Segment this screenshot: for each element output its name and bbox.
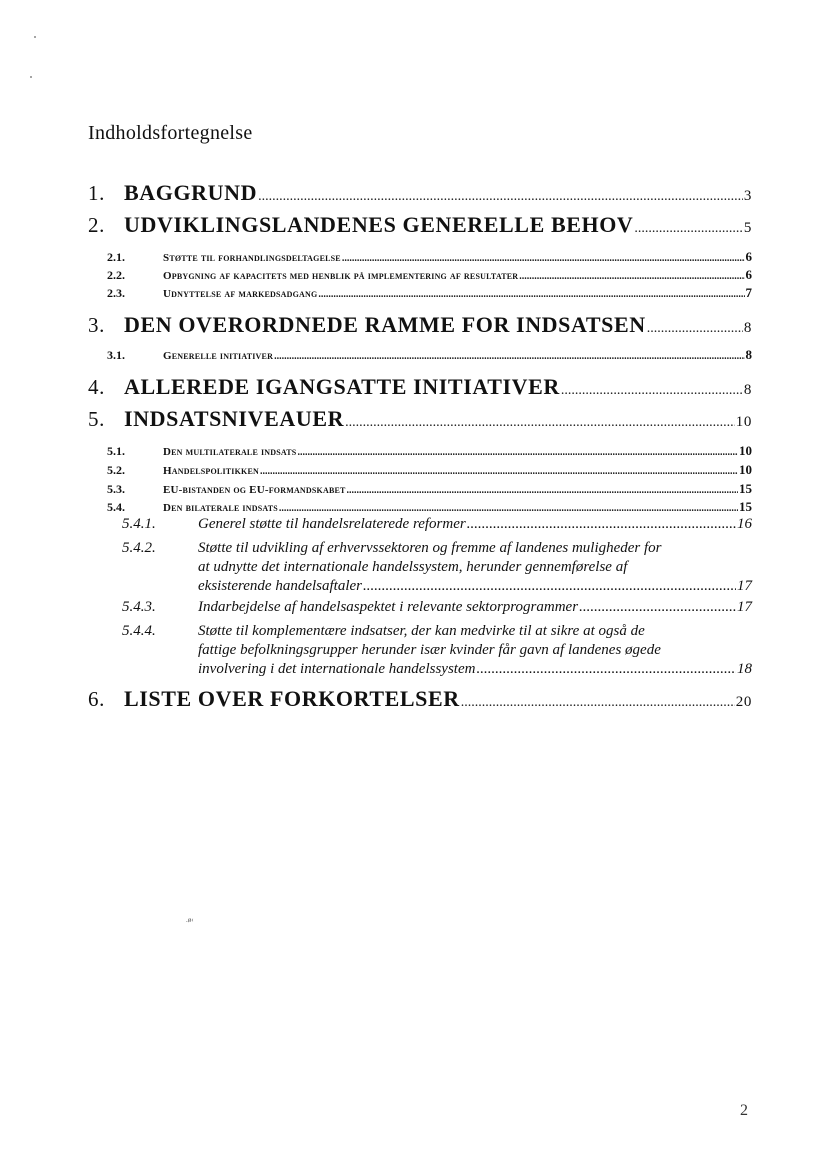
- toc-entry-page: 5: [743, 220, 752, 236]
- toc-entry-3[interactable]: [88, 312, 752, 338]
- toc-entry-5-4-3[interactable]: [122, 599, 752, 616]
- toc-entry-2-3[interactable]: [107, 285, 752, 301]
- toc-entry-3-1[interactable]: [107, 347, 752, 363]
- toc-entry-5-1[interactable]: [107, 443, 752, 459]
- toc-leader-dots: [467, 516, 736, 533]
- toc-entry-4[interactable]: [88, 374, 752, 400]
- toc-entry-title: Den multilaterale indsats: [163, 446, 297, 458]
- toc-entry-title: Handelspolitikken: [163, 465, 259, 477]
- toc-entry-title-line: Støtte til udvikling af erhvervssektoren og fremme af landenes muligheder for: [198, 540, 662, 556]
- toc-entry-number: 5.4.4.: [122, 623, 156, 639]
- toc-entry-page: 15: [739, 481, 752, 496]
- toc-entry-5[interactable]: [88, 406, 752, 432]
- scan-speck: [30, 76, 32, 78]
- toc-entry-number: 1.: [88, 181, 105, 205]
- toc-entry-page: 10: [739, 462, 752, 477]
- toc-leader-dots: [579, 599, 736, 616]
- toc-entry-title: ALLEREDE IGANGSATTE INITIATIVER: [124, 374, 560, 399]
- toc-entry-number: 5.3.: [107, 482, 125, 496]
- toc-entry-title: Generelle initiativer: [163, 350, 274, 362]
- toc-leader-dots: [279, 503, 738, 514]
- toc-entry-number: 2.3.: [107, 286, 125, 300]
- toc-leader-dots: [297, 447, 738, 458]
- toc-entry-5-3[interactable]: [107, 481, 752, 497]
- stray-scan-mark: .ø‹: [186, 916, 194, 924]
- toc-entry-number: 4.: [88, 375, 105, 399]
- toc-entry-page: 18: [737, 661, 752, 677]
- toc-leader-dots: [318, 289, 744, 300]
- toc-entry-page: 8: [743, 382, 752, 398]
- toc-entry-title: Udnyttelse af markedsadgang: [163, 288, 318, 300]
- toc-entry-5-4[interactable]: [107, 499, 752, 515]
- toc-entry-page: 17: [737, 599, 752, 615]
- toc-entry-page: 15: [739, 499, 752, 514]
- toc-entry-2[interactable]: [88, 212, 752, 238]
- toc-entry-title-line: involvering i det internationale handelssystem: [198, 661, 476, 677]
- toc-leader-dots: [561, 383, 743, 399]
- toc-entry-number: 6.: [88, 687, 105, 711]
- toc-leader-dots: [347, 485, 738, 496]
- toc-entry-5-4-1[interactable]: [122, 516, 752, 533]
- toc-entry-2-2[interactable]: [107, 267, 752, 283]
- toc-leader-dots: [258, 189, 743, 205]
- toc-entry-5-2[interactable]: [107, 462, 752, 478]
- toc-entry-page: 3: [743, 188, 752, 204]
- toc-entry-title-line: at udnytte det internationale handelssystem, herunder gennemførelse af: [198, 559, 628, 575]
- toc-leader-dots: [363, 577, 736, 596]
- toc-entry-title: Den bilaterale indsats: [163, 502, 278, 514]
- toc-leader-dots: [634, 221, 742, 237]
- toc-entry-page: 17: [737, 578, 752, 594]
- toc-entry-title: UDVIKLINGSLANDENES GENERELLE BEHOV: [124, 212, 634, 237]
- toc-entry-number: 5.2.: [107, 463, 125, 477]
- toc-entry-6[interactable]: [88, 686, 752, 712]
- toc-entry-number: 3.: [88, 313, 105, 337]
- toc-entry-5-4-4[interactable]: [122, 622, 752, 682]
- toc-entry-5-4-2[interactable]: [122, 539, 752, 599]
- toc-entry-page: 8: [743, 320, 752, 336]
- toc-entry-page: 6: [745, 267, 752, 282]
- toc-entry-number: 2.1.: [107, 250, 125, 264]
- toc-entry-title: INDSATSNIVEAUER: [124, 406, 345, 431]
- toc-entry-number: 5.4.3.: [122, 599, 156, 615]
- toc-leader-dots: [345, 415, 735, 431]
- toc-entry-2-1[interactable]: [107, 249, 752, 265]
- toc-entry-number: 5.4.1.: [122, 516, 156, 532]
- toc-entry-title: EU-bistanden og EU-formandskabet: [163, 484, 346, 496]
- toc-leader-dots: [260, 466, 738, 477]
- toc-entry-number: 2.2.: [107, 268, 125, 282]
- toc-leader-dots: [647, 321, 743, 337]
- toc-entry-number: 3.1.: [107, 348, 125, 362]
- toc-leader-dots: [342, 253, 745, 264]
- toc-entry-title: DEN OVERORDNEDE RAMME FOR INDSATSEN: [124, 312, 646, 337]
- toc-entry-page: 10: [735, 414, 752, 430]
- toc-leader-dots: [274, 351, 744, 362]
- toc-entry-title: Generel støtte til handelsrelaterede reformer: [198, 516, 466, 532]
- toc-leader-dots: [476, 660, 736, 679]
- toc-entry-page: 7: [745, 285, 752, 300]
- toc-entry-number: 5.4.2.: [122, 540, 156, 556]
- toc-entry-title: LISTE OVER FORKORTELSER: [124, 686, 460, 711]
- toc-title: Indholdsfortegnelse: [88, 122, 253, 144]
- toc-entry-page: 8: [745, 347, 752, 362]
- toc-entry-number: 5.1.: [107, 444, 125, 458]
- toc-entry-page: 20: [735, 694, 752, 710]
- page-number: 2: [740, 1102, 748, 1119]
- toc-entry-title-line: fattige befolkningsgrupper herunder især kvinder får gavn af landenes øgede: [198, 642, 661, 658]
- toc-entry-title-line: Støtte til komplementære indsatser, der kan medvirke til at sikre at også de: [198, 623, 645, 639]
- toc-entry-1[interactable]: [88, 180, 752, 206]
- toc-entry-number: 5.: [88, 407, 105, 431]
- toc-entry-title: Opbygning af kapacitets med henblik på implementering af resultater: [163, 270, 519, 282]
- toc-entry-page: 16: [737, 516, 752, 532]
- toc-entry-title: Indarbejdelse af handelsaspektet i relevante sektorprogrammer: [198, 599, 579, 615]
- scan-speck: [34, 36, 36, 38]
- toc-entry-title: Støtte til forhandlingsdeltagelse: [163, 252, 341, 264]
- toc-leader-dots: [519, 271, 744, 282]
- toc-entry-number: 5.4.: [107, 500, 125, 514]
- toc-entry-page: 10: [739, 443, 752, 458]
- toc-leader-dots: [461, 695, 735, 711]
- toc-entry-number: 2.: [88, 213, 105, 237]
- toc-entry-page: 6: [745, 249, 752, 264]
- toc-entry-title-line: eksisterende handelsaftaler: [198, 578, 362, 594]
- toc-entry-title: BAGGRUND: [124, 180, 258, 205]
